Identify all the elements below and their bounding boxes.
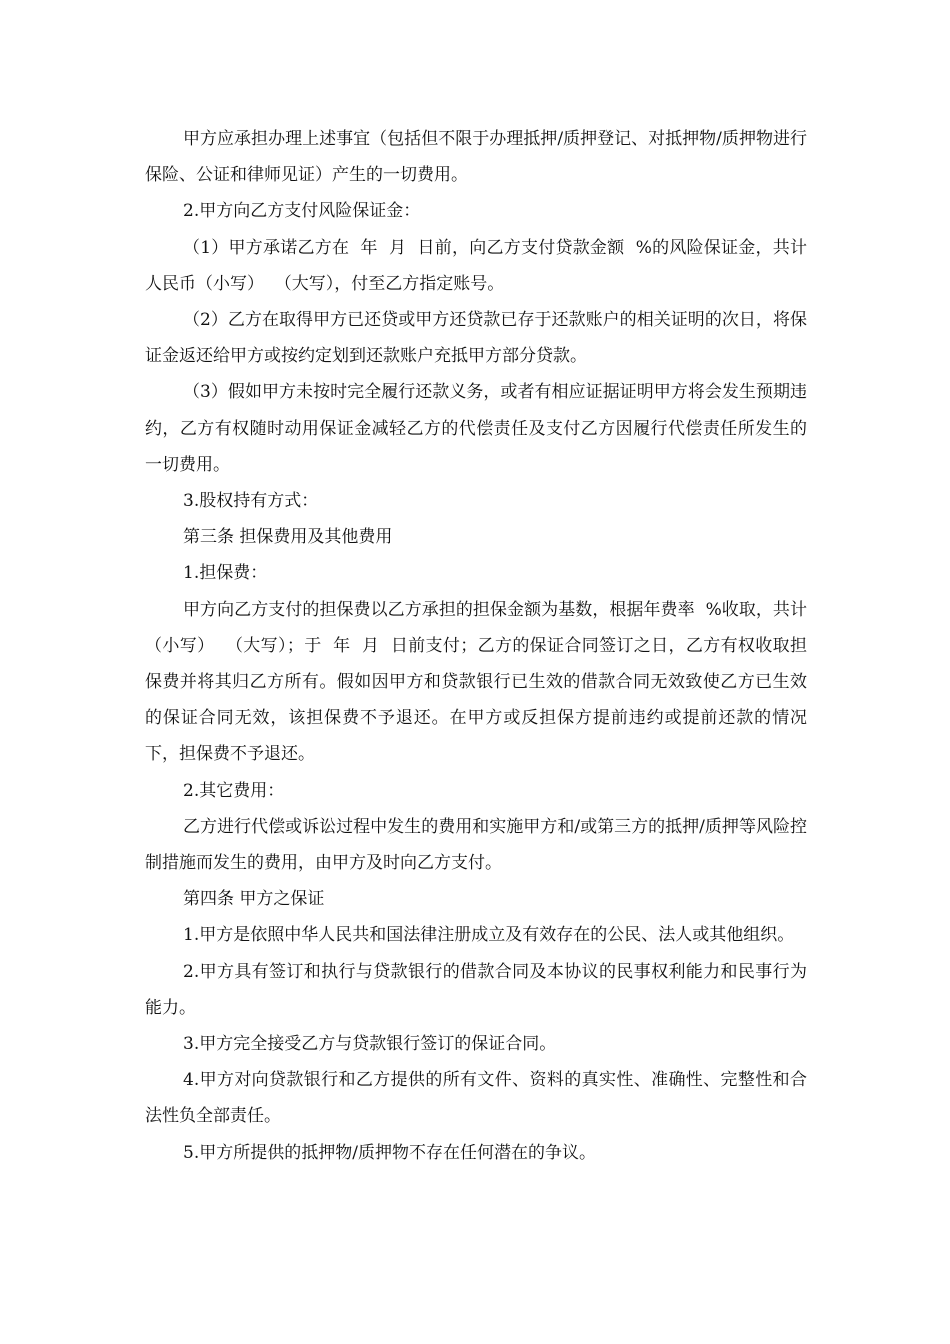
paragraph-risk-deposit-heading: 2.甲方向乙方支付风险保证金： (183, 201, 421, 222)
paragraph-deposit-clause-1: （1）甲方承诺乙方在 年 月 日前，向乙方支付贷款金额 %的风险保证金，共计人民币（小写） （大写），付至乙方指定账号。 (145, 237, 807, 294)
paragraph-other-fees-body: 乙方进行代偿或诉讼过程中发生的费用和实施甲方和/或第三方的抵押/质押等风险控制措施而发生的费用，由甲方及时向乙方支付。 (145, 816, 807, 874)
article-four-heading: 第四条 甲方之保证 (183, 889, 325, 910)
document-body (145, 121, 807, 1171)
paragraph-warranty-1: 1.甲方是依照中华人民共和国法律注册成立及有效存在的公民、法人或其他组织。 (183, 925, 795, 946)
paragraph-equity-holding: 3.股权持有方式： (183, 491, 319, 512)
paragraph-fees-obligation: 甲方应承担办理上述事宜（包括但不限于办理抵押/质押登记、对抵押物/质押物进行保险、公证和律师见证）产生的一切费用。 (145, 129, 807, 186)
paragraph-warranty-3: 3.甲方完全接受乙方与贷款银行签订的保证合同。 (183, 1034, 557, 1055)
paragraph-other-fees-heading: 2.其它费用： (183, 780, 285, 801)
paragraph-warranty-2: 2.甲方具有签订和执行与贷款银行的借款合同及本协议的民事权利能力和民事行为能力。 (145, 961, 807, 1018)
paragraph-deposit-clause-2: （2）乙方在取得甲方已还贷或甲方还贷款已存于还款账户的相关证明的次日，将保证金返还给甲方或按约定划到还款账户充抵甲方部分贷款。 (145, 310, 807, 367)
paragraph-warranty-4: 4.甲方对向贷款银行和乙方提供的所有文件、资料的真实性、准确性、完整性和合法性负全部责任。 (145, 1070, 807, 1127)
paragraph-warranty-5: 5.甲方所提供的抵押物/质押物不存在任何潜在的争议。 (183, 1142, 596, 1163)
paragraph-guarantee-fee-body: 甲方向乙方支付的担保费以乙方承担的担保金额为基数，根据年费率 %收取，共计（小写） （大写）；于 年 月 日前支付；乙方的保证合同签订之日，乙方有权收取担保费并将其归乙方所有。假如因甲方和贷款银行已生效的借款合同无效致使乙方已生效的保证合同无效，该担保费不予退还。在甲方或反担保方提前违约或提前还款的情况下，担保费不予退还。 (145, 599, 807, 765)
paragraph-guarantee-fee-heading: 1.担保费： (183, 563, 268, 584)
paragraph-deposit-clause-3: （3）假如甲方未按时完全履行还款义务，或者有相应证据证明甲方将会发生预期违约，乙方有权随时动用保证金减轻乙方的代偿责任及支付乙方因履行代偿责任所发生的一切费用。 (145, 382, 807, 475)
article-three-heading: 第三条 担保费用及其他费用 (183, 527, 393, 548)
